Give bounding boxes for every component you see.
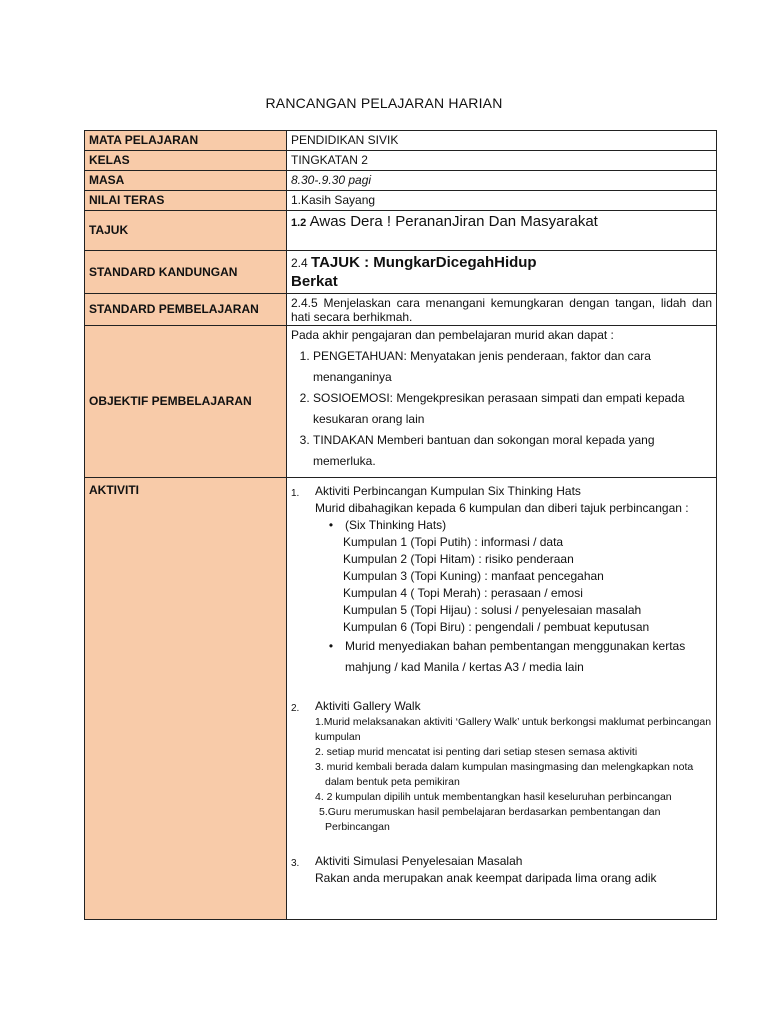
bullet-icon: •	[328, 639, 334, 653]
tajuk-text: Awas Dera ! PerananJiran Dan Masyarakat	[309, 213, 598, 230]
activity-2-step: 3. murid kembali berada dalam kumpulan masingmasing dan melengkapkan nota dalam bentuk peta pemikiran	[315, 761, 694, 788]
group-item: Kumpulan 6 (Topi Biru) : pengendali / pembuat keputusan	[343, 620, 650, 634]
activity-2-title: Aktiviti Gallery Walk	[315, 699, 421, 713]
objektif-list	[291, 346, 712, 471]
row-mata-pelajaran	[85, 131, 717, 151]
row-aktiviti	[85, 478, 717, 920]
activity-3-title: Aktiviti Simulasi Penyelesaian Masalah	[315, 854, 523, 868]
value-aktiviti	[287, 478, 717, 920]
row-objektif	[85, 326, 717, 478]
activity-2-step: 1.Murid melaksanakan aktiviti ‘Gallery Walk’ untuk berkongsi maklumat perbincangan kumpulan	[315, 716, 712, 743]
label-aktiviti: AKTIVITI	[85, 478, 287, 920]
tajuk-prefix: 1.2	[291, 217, 307, 229]
value-nilai-teras: 1.Kasih Sayang	[287, 191, 717, 211]
value-tajuk	[287, 211, 717, 251]
row-tajuk	[85, 211, 717, 251]
label-standard-kandungan: STANDARD KANDUNGAN	[85, 251, 287, 294]
group-list	[315, 534, 712, 636]
value-masa: 8.30-.9.30 pagi	[287, 171, 717, 191]
activity-1	[291, 483, 712, 678]
value-standard-pembelajaran: 2.4.5 Menjelaskan cara menangani kemungkaran dengan tangan, lidah dan hati secara berhikmah.	[287, 294, 717, 326]
activity-2-number: 2.	[291, 703, 300, 714]
activity-1-title: Aktiviti Perbincangan Kumpulan Six Thinking Hats	[315, 484, 581, 498]
value-mata-pelajaran: PENDIDIKAN SIVIK	[287, 131, 717, 151]
row-masa	[85, 171, 717, 191]
label-mata-pelajaran: MATA PELAJARAN	[85, 131, 287, 151]
lesson-plan-table	[84, 130, 717, 920]
label-masa: MASA	[85, 171, 287, 191]
activity-1-bullet	[315, 517, 712, 534]
activity-2-step: 5.Guru merumuskan hasil pembelajaran berdasarkan pembentangan dan Perbincangan	[319, 806, 661, 833]
label-objektif: OBJEKTIF PEMBELAJARAN	[85, 326, 287, 478]
objektif-item: 2. SOSIOEMOSI: Mengekpresikan perasaan simpati dan empati kepada kesukaran orang lain	[313, 388, 712, 429]
activity-1-bullet-text: Murid menyediakan bahan pembentangan menggunakan kertas mahjung / kad Manila / kertas A3 / media lain	[345, 639, 686, 674]
group-item: Kumpulan 2 (Topi Hitam) : risiko penderaan	[343, 552, 574, 566]
activity-2-step: 4. 2 kumpulan dipilih untuk membentangkan hasil keseluruhan perbincangan	[315, 791, 672, 803]
group-item: Kumpulan 4 ( Topi Merah) : perasaan / emosi	[343, 586, 583, 600]
sk-line2: Berkat	[291, 273, 338, 290]
value-kelas: TINGKATAN 2	[287, 151, 717, 171]
group-item: Kumpulan 5 (Topi Hijau) : solusi / penyelesaian masalah	[343, 603, 642, 617]
activity-2	[291, 698, 712, 835]
sk-line1: TAJUK : MungkarDicegahHidup	[311, 254, 537, 271]
row-kelas	[85, 151, 717, 171]
row-standard-pembelajaran	[85, 294, 717, 326]
row-nilai-teras	[85, 191, 717, 211]
value-objektif	[287, 326, 717, 478]
group-item: Kumpulan 1 (Topi Putih) : informasi / data	[343, 535, 564, 549]
activity-1-number: 1.	[291, 488, 300, 499]
objektif-item: 3. TINDAKAN Memberi bantuan dan sokongan moral kepada yang memerluka.	[313, 430, 712, 471]
activity-1-desc: Murid dibahagikan kepada 6 kumpulan dan diberi tajuk perbincangan :	[315, 501, 689, 515]
activity-2-step: 2. setiap murid mencatat isi penting dari setiap stesen semasa aktiviti	[315, 746, 638, 758]
activity-3-desc: Rakan anda merupakan anak keempat daripada lima orang adik	[315, 871, 657, 885]
page-title: RANCANGAN PELAJARAN HARIAN	[265, 95, 503, 111]
activity-1-bullet	[315, 636, 712, 678]
activity-3-number: 3.	[291, 858, 300, 869]
activity-3	[291, 853, 712, 887]
group-item: Kumpulan 3 (Topi Kuning) : manfaat pencegahan	[343, 569, 604, 583]
label-nilai-teras: NILAI TERAS	[85, 191, 287, 211]
bullet-icon: •	[328, 518, 334, 532]
row-standard-kandungan	[85, 251, 717, 294]
label-standard-pembelajaran: STANDARD PEMBELAJARAN	[85, 294, 287, 326]
value-standard-kandungan	[287, 251, 717, 294]
label-kelas: KELAS	[85, 151, 287, 171]
objektif-intro: Pada akhir pengajaran dan pembelajaran murid akan dapat :	[291, 328, 614, 342]
activity-1-bullet-text: (Six Thinking Hats)	[345, 518, 447, 532]
objektif-item: 1. PENGETAHUAN: Menyatakan jenis penderaan, faktor dan cara menanganinya	[313, 346, 712, 387]
sk-prefix: 2.4	[291, 256, 308, 270]
label-tajuk: TAJUK	[85, 211, 287, 251]
